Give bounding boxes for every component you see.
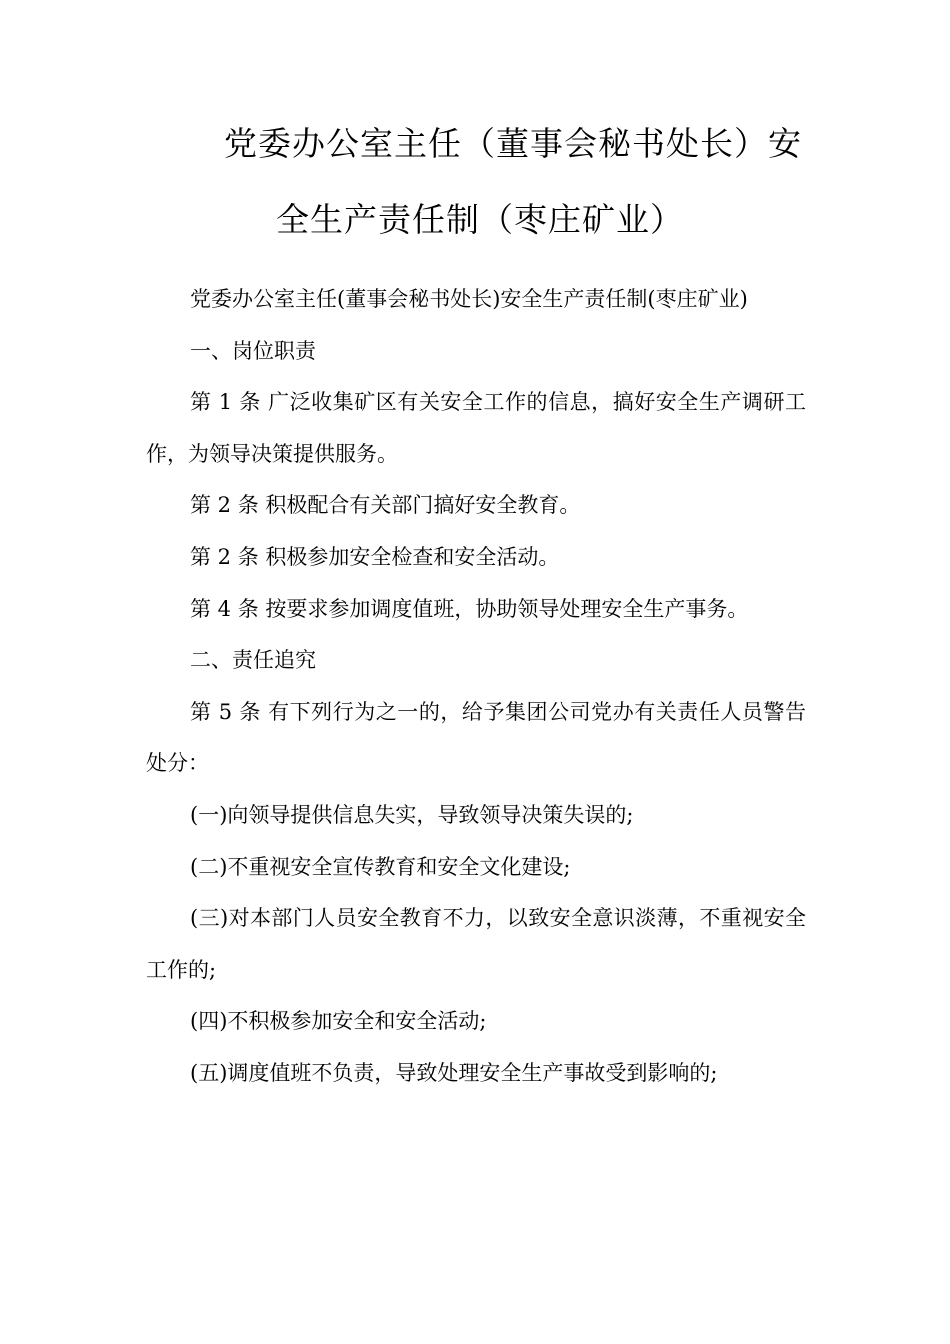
section-heading-duties: 一、岗位职责 — [190, 338, 316, 363]
document-body — [146, 274, 806, 1100]
document-title-line-1: 党委办公室主任（董事会秘书处长）安 — [224, 124, 802, 163]
document-title-line-2: 全生产责任制（枣庄矿业） — [276, 200, 684, 239]
list-item-5: (五)调度值班不负责，导致处理安全生产事故受到影响的; — [190, 1060, 718, 1085]
article-5: 第 5 条 有下列行为之一的，给予集团公司党办有关责任人员警告处分： — [146, 699, 806, 776]
list-item-2: (二)不重视安全宣传教育和安全文化建设; — [190, 854, 571, 879]
section-heading-accountability: 二、责任追究 — [190, 648, 316, 673]
article-2a: 第 2 条 积极配合有关部门搞好安全教育。 — [190, 493, 581, 518]
list-item-1: (一)向领导提供信息失实，导致领导决策失误的; — [190, 802, 634, 827]
article-1: 第 1 条 广泛收集矿区有关安全工作的信息，搞好安全生产调研工作，为领导决策提供服务。 — [146, 390, 806, 466]
article-2b: 第 2 条 积极参加安全检查和安全活动。 — [190, 544, 560, 569]
list-item-3: (三)对本部门人员安全教育不力，以致安全意识淡薄，不重视安全工作的; — [146, 906, 806, 982]
body-subtitle: 党委办公室主任(董事会秘书处长)安全生产责任制(枣庄矿业) — [190, 287, 748, 311]
list-item-4: (四)不积极参加安全和安全活动; — [190, 1009, 487, 1034]
article-4: 第 4 条 按要求参加调度值班，协助领导处理安全生产事务。 — [190, 596, 749, 621]
